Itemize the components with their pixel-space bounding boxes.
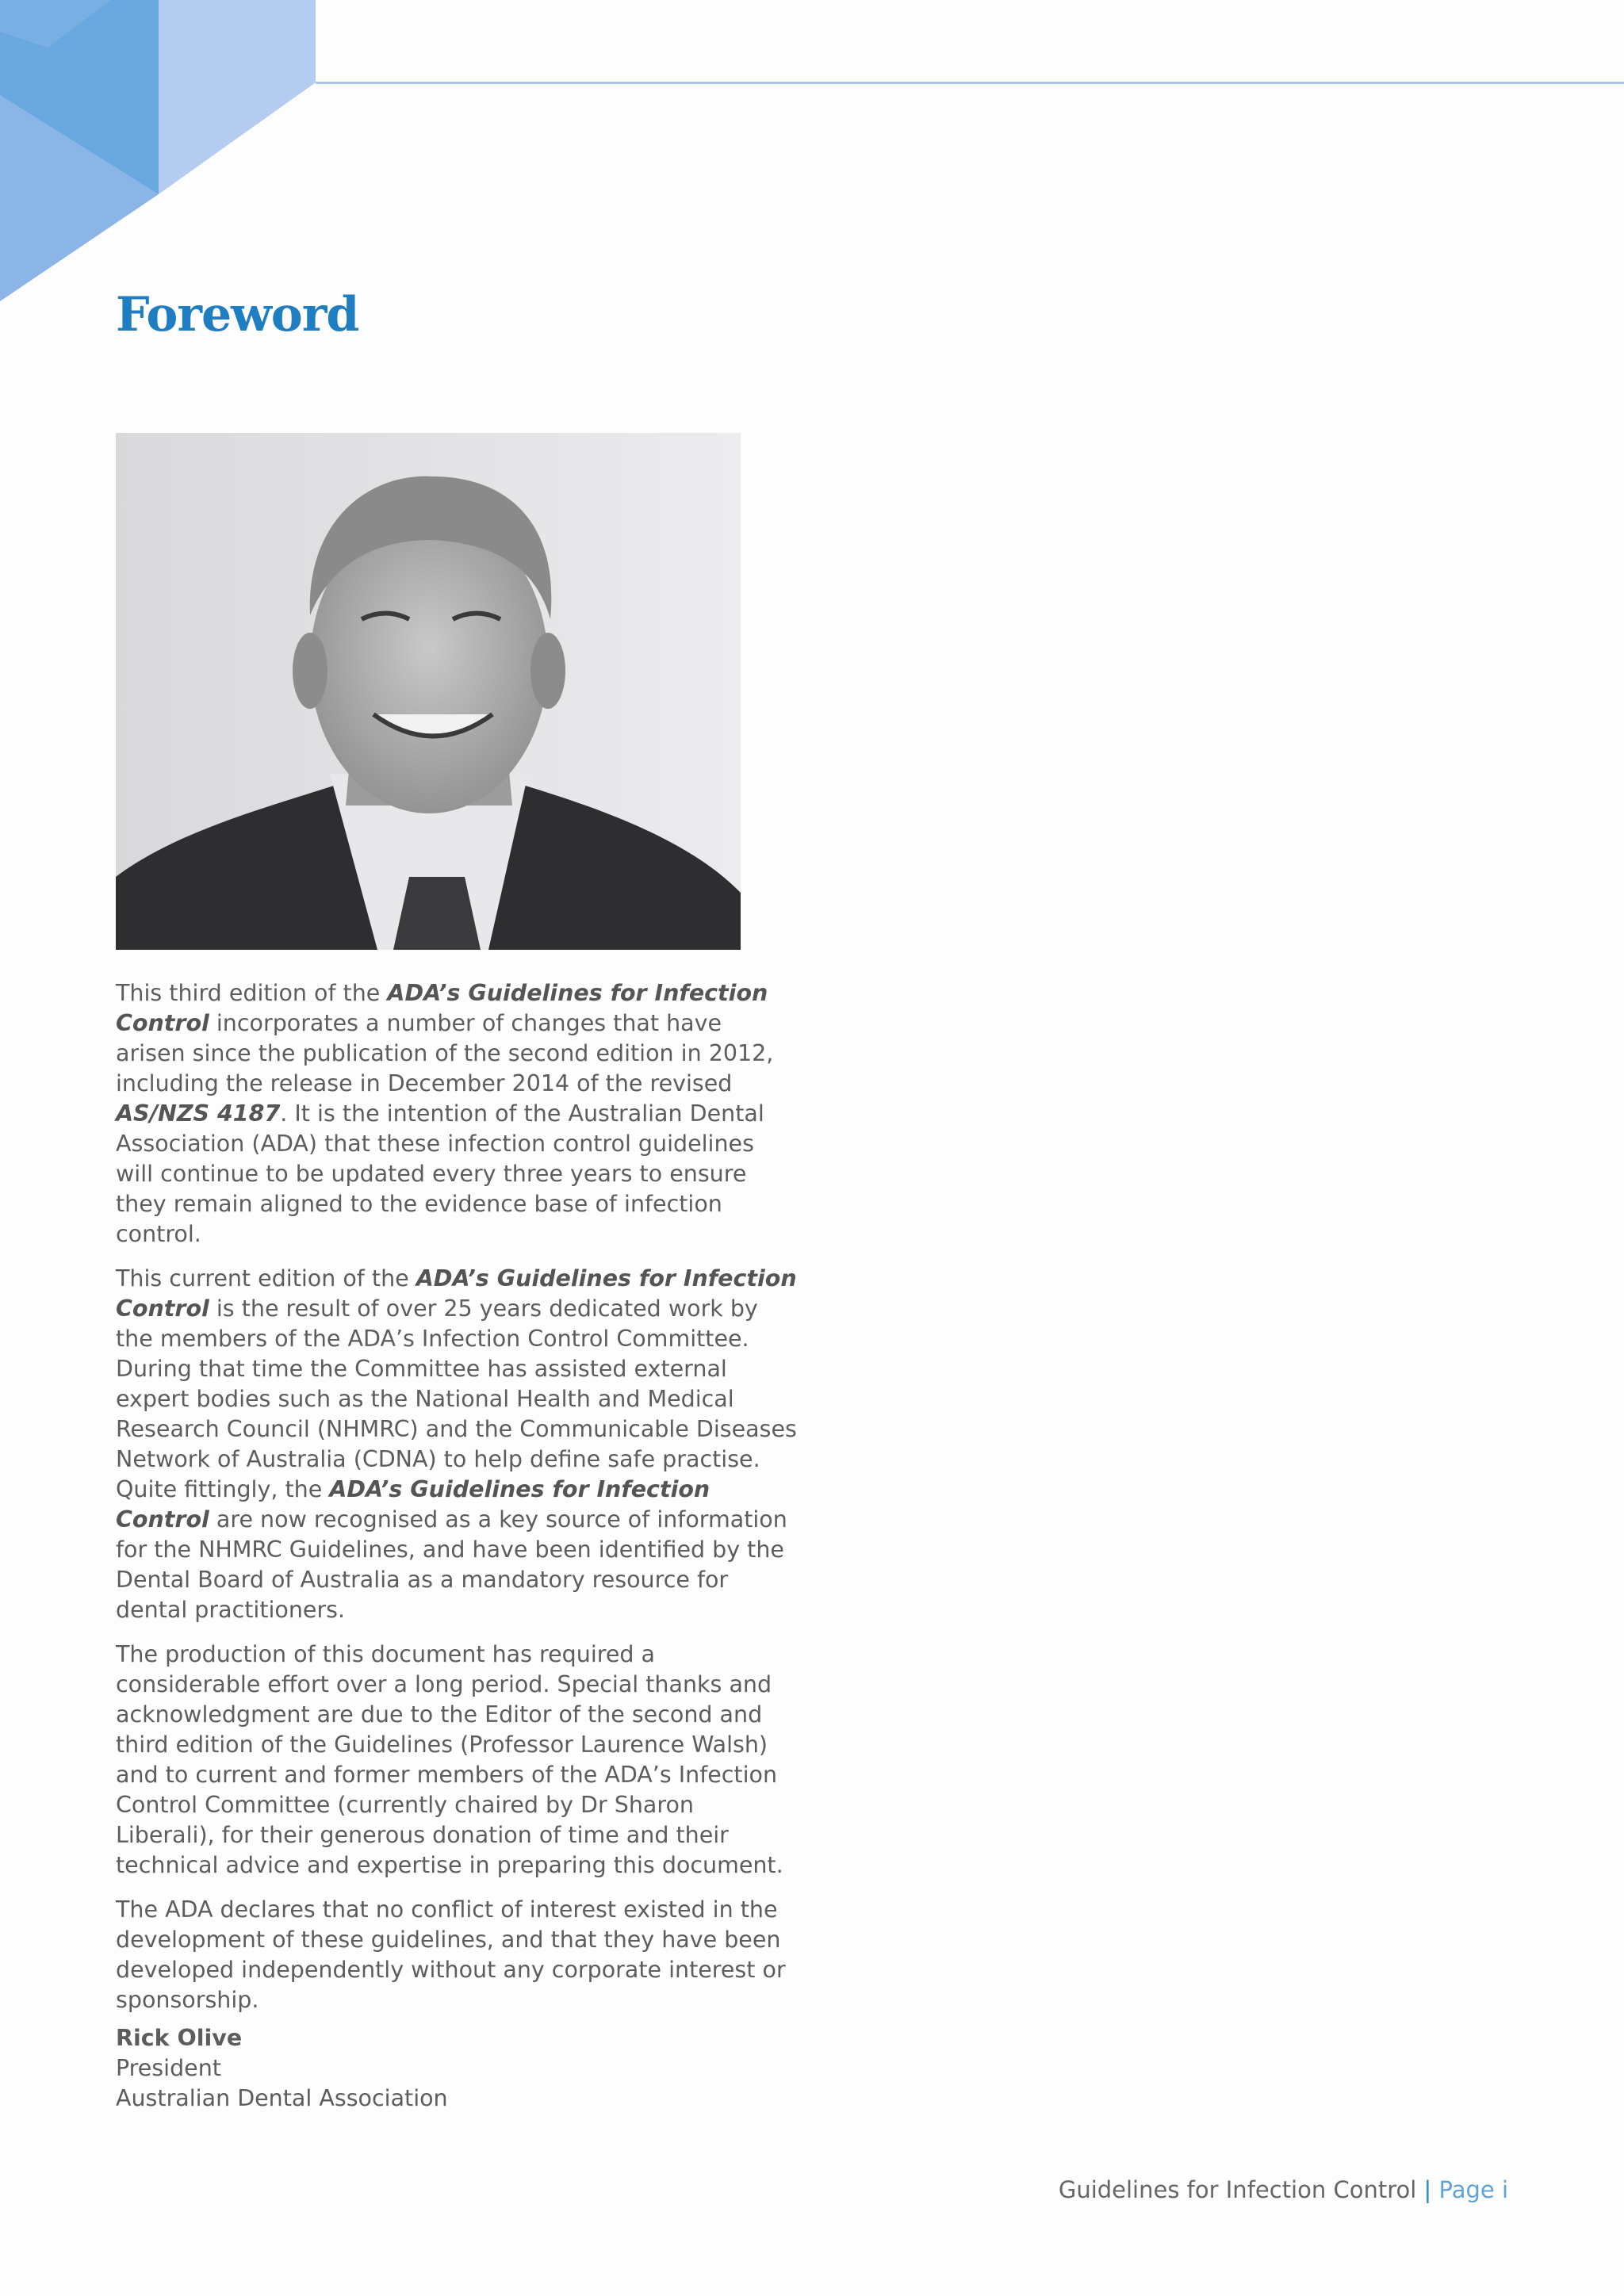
text-run: . It is the intention of the Australian Dental Association (ADA) that these infection control guidelines will continue to be updated every three years to ensure they remain aligned to the evidence base of infection control. (116, 1100, 764, 1247)
paragraph-4: The ADA declares that no conflict of interest existed in the development of these guidelines, and that they have been developed independently without any corporate interest or sponsorship. (116, 1896, 786, 2013)
page-number: Page i (1438, 2176, 1508, 2203)
president-portrait (116, 433, 741, 950)
signatory-organisation: Australian Dental Association (116, 2085, 448, 2111)
paragraph-3: The production of this document has required a considerable effort over a long period. Special thanks and acknowledgment are due to the Editor of the second and third edition of the Guidelines (Professor Laurence Walsh) and to current and former members of the ADA’s Infection Control Committee (currently chaired by Dr Sharon Liberali), for their generous donation of time and their technical advice and expertise in preparing this document. (116, 1641, 783, 1878)
text-run: This current edition of the (116, 1265, 416, 1292)
text-run: is the result of over 25 years dedicated work by the members of the ADA’s Infection Control Committee. During that time the Committee has assisted external expert bodies such as the National Health and Medical Research Council (NHMRC) and the Communicable Diseases Network of Australia (CDNA) to help define safe practise. Quite fittingly, the (116, 1295, 797, 1502)
publication-title: ADA’s Guidelines for Infection Control (116, 1476, 710, 1533)
text-run: This third edition of the (116, 980, 388, 1006)
page-title: Foreword (116, 287, 359, 342)
foreword-body (116, 978, 798, 2030)
header-rule (316, 82, 1624, 84)
paragraph-2 (116, 1264, 798, 1625)
footer-document-title: Guidelines for Infection Control (1058, 2176, 1417, 2203)
page-footer (1059, 2176, 1508, 2203)
paragraph-1 (116, 978, 798, 1249)
standard-reference: AS/NZS 4187 (116, 1100, 281, 1127)
corner-decoration (0, 0, 317, 301)
signatory-role: President (116, 2055, 221, 2081)
text-run: are now recognised as a key source of information for the NHMRC Guidelines, and have been identified by the Dental Board of Australia as a mandatory resource for dental practitioners. (116, 1506, 787, 1623)
text-run: incorporates a number of changes that have arisen since the publication of the second edition in 2012, including the release in December 2014 of the revised (116, 1010, 774, 1096)
publication-title: ADA’s Guidelines for Infection Control (116, 980, 768, 1036)
signoff-block (116, 2023, 448, 2114)
signatory-name: Rick Olive (116, 2025, 243, 2051)
publication-title: ADA’s Guidelines for Infection Control (116, 1265, 797, 1322)
footer-separator: | (1423, 2176, 1432, 2203)
